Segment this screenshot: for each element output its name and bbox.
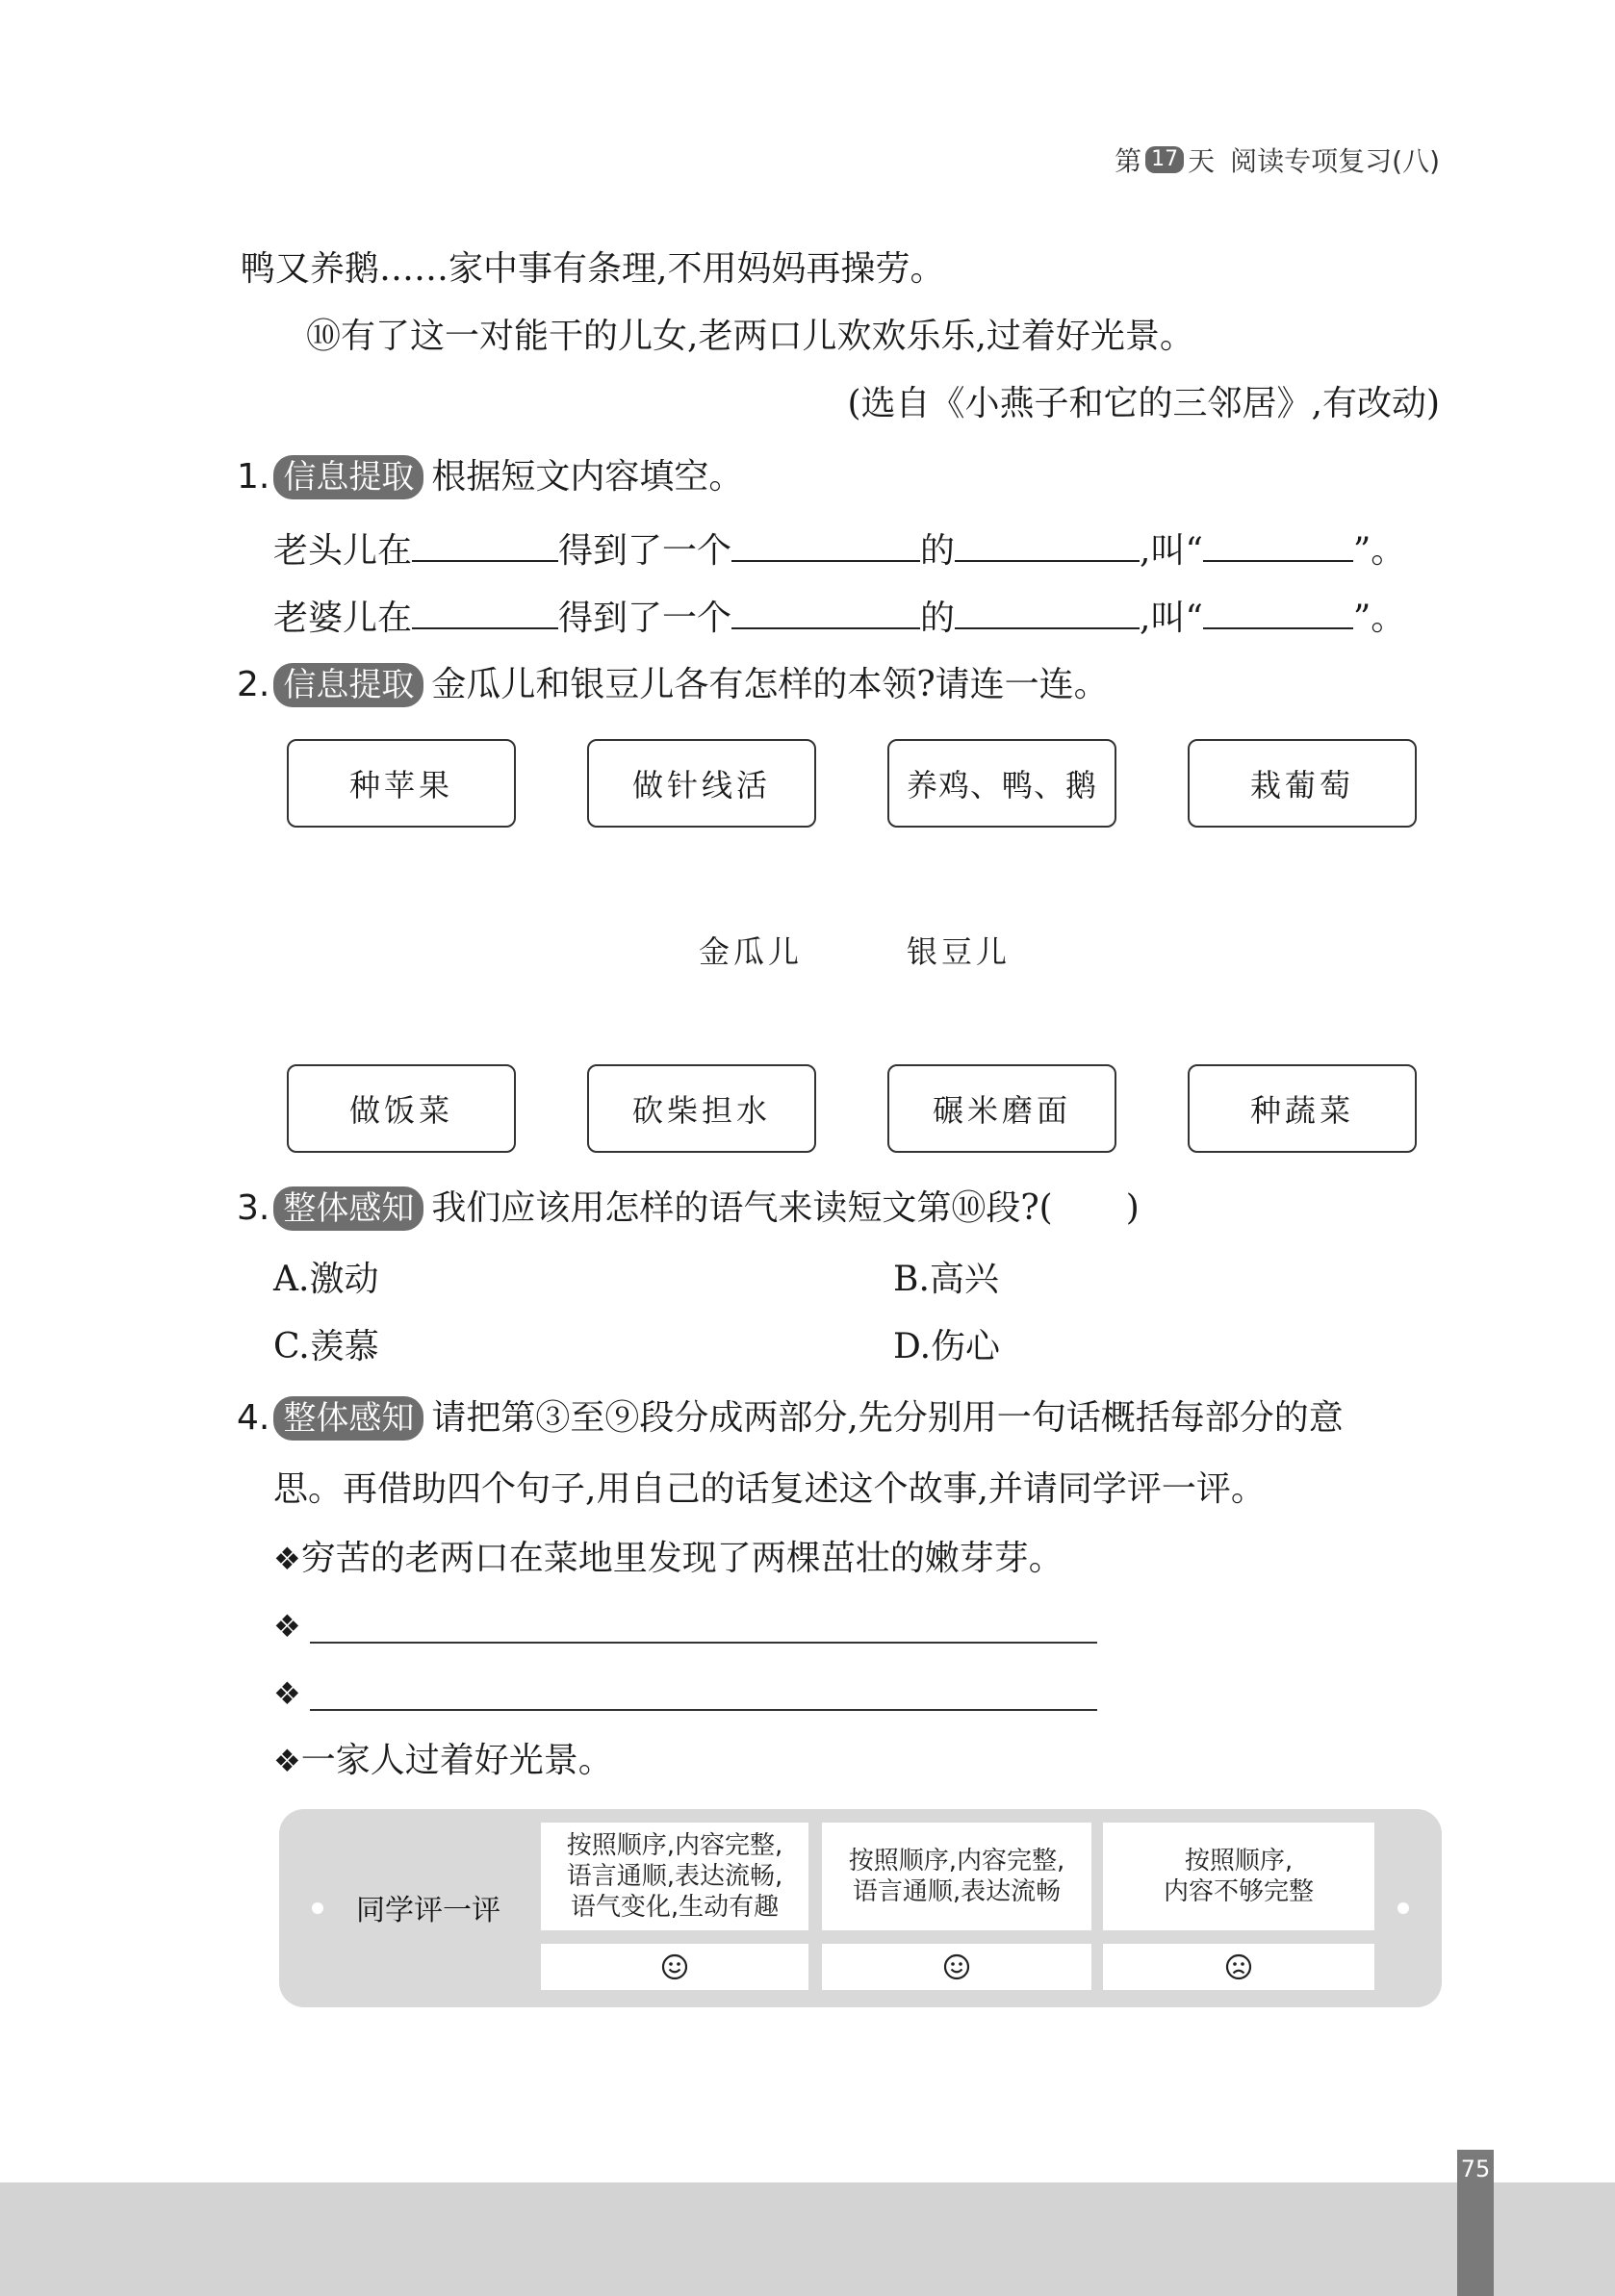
criteria-level-3: 按照顺序, 内容不够完整 <box>1103 1823 1374 1930</box>
question-1 <box>237 454 743 500</box>
fill-blank[interactable] <box>731 591 920 629</box>
q1-row1-text-c: 的 <box>920 531 956 571</box>
option-b[interactable]: B.高兴 <box>893 1260 999 1299</box>
q1-prompt: 根据短文内容填空。 <box>431 457 744 497</box>
q1-row2-text-e: ”。 <box>1352 599 1406 638</box>
diamond-bullet-icon: ❖ <box>273 1675 301 1712</box>
smile-icon[interactable] <box>822 1944 1091 1990</box>
q3-close: ) <box>1125 1188 1140 1228</box>
skill-box-top[interactable]: 栽葡萄 <box>1188 739 1417 828</box>
fill-blank[interactable] <box>731 523 920 562</box>
q4-prompt-2: 思。再借助四个句子,用自己的话复述这个故事,并请同学评一评。 <box>273 1469 1266 1509</box>
fill-blank[interactable] <box>1203 523 1353 562</box>
criteria-level-2: 按照顺序,内容完整, 语言通顺,表达流畅 <box>822 1823 1091 1930</box>
skill-box-bottom[interactable]: 砍柴担水 <box>587 1064 816 1153</box>
diamond-bullet-icon: ❖ <box>273 1608 301 1645</box>
skill-box-bottom[interactable]: 做饭菜 <box>287 1064 516 1153</box>
option-c[interactable]: C.羡慕 <box>273 1327 379 1366</box>
q2-tag: 信息提取 <box>273 663 423 707</box>
q2-prompt: 金瓜儿和银豆儿各有怎样的本领?请连一连。 <box>431 665 1109 704</box>
q3-prompt: 我们应该用怎样的语气来读短文第⑩段?( <box>431 1188 1053 1228</box>
q1-row2-text-c: 的 <box>920 599 956 638</box>
header-prefix: 第 <box>1115 145 1142 177</box>
retell-item-4 <box>273 1738 613 1784</box>
answer-line[interactable] <box>310 1709 1097 1711</box>
q4-tag: 整体感知 <box>273 1396 423 1441</box>
peer-evaluation-panel <box>279 1809 1442 2007</box>
q3-number: 3. <box>237 1188 270 1228</box>
character-yindou[interactable]: 银豆儿 <box>907 933 1012 970</box>
passage-source: (选自《小燕子和它的三邻居》,有改动) <box>847 384 1440 423</box>
question-4 <box>237 1395 1344 1441</box>
retell-item-3 <box>273 1671 301 1717</box>
evaluation-label: 同学评一评 <box>356 1894 500 1927</box>
retell-item-1 <box>273 1536 1064 1582</box>
option-d[interactable]: D.伤心 <box>893 1327 1001 1366</box>
panel-dot <box>1397 1902 1409 1914</box>
question-3 <box>237 1186 1140 1232</box>
skill-box-top[interactable]: 养鸡、鸭、鹅 <box>887 739 1116 828</box>
passage-line-2: ⑩有了这一对能干的儿女,老两口儿欢欢乐乐,过着好光景。 <box>306 317 1194 356</box>
day-badge: 17 <box>1145 146 1184 173</box>
skill-box-top[interactable]: 种苹果 <box>287 739 516 828</box>
diamond-bullet-icon: ❖ <box>273 1541 301 1577</box>
q1-row1-text-d: ,叫“ <box>1140 531 1203 571</box>
header-suffix: 天 <box>1188 145 1216 177</box>
q1-number: 1. <box>237 457 270 497</box>
footer-bar <box>0 2182 1615 2296</box>
page-header <box>1115 140 1440 179</box>
q1-row2-text-d: ,叫“ <box>1140 599 1203 638</box>
q4-number: 4. <box>237 1398 270 1438</box>
diamond-bullet-icon: ❖ <box>273 1743 301 1779</box>
retell-item-4-text: 一家人过着好光景。 <box>300 1741 613 1780</box>
q4-prompt-1: 请把第③至⑨段分成两部分,先分别用一句话概括每部分的意 <box>431 1398 1344 1438</box>
smile-icon[interactable] <box>541 1944 808 1990</box>
character-jingua[interactable]: 金瓜儿 <box>699 933 804 970</box>
fill-blank[interactable] <box>955 523 1140 562</box>
option-a[interactable]: A.激动 <box>273 1260 379 1299</box>
fill-blank[interactable] <box>955 591 1140 629</box>
skill-box-bottom[interactable]: 碾米磨面 <box>887 1064 1116 1153</box>
q1-row2-text-b: 得到了一个 <box>558 599 732 638</box>
q1-row1-text-a: 老头儿在 <box>273 531 413 571</box>
retell-item-1-text: 穷苦的老两口在菜地里发现了两棵茁壮的嫩芽芽。 <box>300 1539 1064 1578</box>
q1-row1-text-e: ”。 <box>1352 531 1406 571</box>
q3-tag: 整体感知 <box>273 1186 423 1231</box>
retell-item-2 <box>273 1603 301 1649</box>
fill-blank[interactable] <box>412 523 558 562</box>
answer-line[interactable] <box>310 1642 1097 1644</box>
skill-box-bottom[interactable]: 种蔬菜 <box>1188 1064 1417 1153</box>
q1-tag: 信息提取 <box>273 455 423 499</box>
skill-box-top[interactable]: 做针线活 <box>587 739 816 828</box>
q1-row-2 <box>273 591 1405 642</box>
q1-row2-text-a: 老婆儿在 <box>273 599 413 638</box>
criteria-level-1: 按照顺序,内容完整, 语言通顺,表达流畅, 语气变化,生动有趣 <box>541 1823 808 1930</box>
q2-number: 2. <box>237 665 270 704</box>
fill-blank[interactable] <box>412 591 558 629</box>
fill-blank[interactable] <box>1203 591 1353 629</box>
frown-icon[interactable] <box>1103 1944 1374 1990</box>
header-title: 阅读专项复习(八) <box>1230 145 1440 177</box>
q1-row1-text-b: 得到了一个 <box>558 531 732 571</box>
question-2 <box>237 662 1109 708</box>
passage-line-1: 鸭又养鹅……家中事有条理,不用妈妈再操劳。 <box>241 249 945 289</box>
q1-row-1 <box>273 523 1405 574</box>
page-number: 75 <box>1457 2150 1494 2296</box>
panel-dot <box>312 1902 323 1914</box>
